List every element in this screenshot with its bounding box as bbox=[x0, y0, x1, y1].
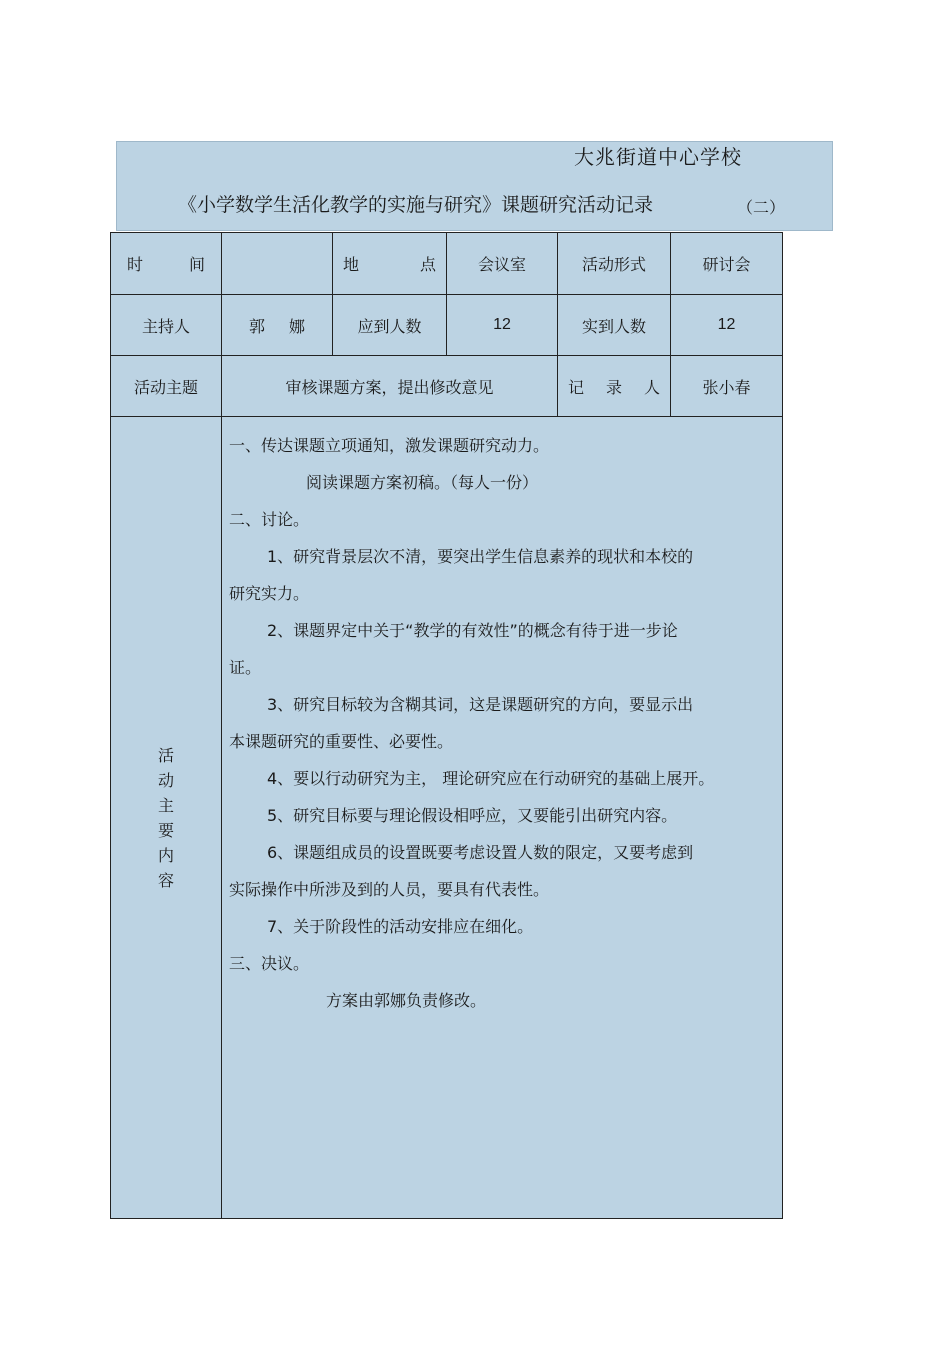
host-value-char: 娜 bbox=[288, 316, 305, 336]
place-label-char: 点 bbox=[419, 255, 436, 274]
record-number: （二） bbox=[737, 198, 786, 217]
content-label-char: 动 bbox=[157, 770, 174, 790]
row-theme bbox=[111, 356, 783, 417]
place-label-cell bbox=[333, 233, 447, 295]
discussion-item-7: 7、关于阶段性的活动安排应在细化。 bbox=[267, 917, 534, 936]
time-label-char: 间 bbox=[188, 255, 205, 274]
recorder-value: 张小春 bbox=[671, 356, 783, 417]
section-1-sub: 阅读课题方案初稿。（每人一份） bbox=[306, 473, 539, 492]
row-content bbox=[111, 417, 783, 1219]
time-value bbox=[222, 233, 333, 295]
time-label-char: 时 bbox=[127, 255, 144, 274]
row-time-place bbox=[111, 233, 783, 295]
host-value-char: 郭 bbox=[249, 316, 266, 336]
content-label-char: 容 bbox=[157, 870, 174, 890]
discussion-item-1-cont: 研究实力。 bbox=[229, 584, 310, 603]
actual-label: 实到人数 bbox=[558, 295, 671, 356]
host-value-cell bbox=[222, 295, 333, 356]
discussion-item-1: 1、研究背景层次不清，要突出学生信息素养的现状和本校的 bbox=[267, 547, 694, 566]
time-label-cell bbox=[111, 233, 222, 295]
place-value: 会议室 bbox=[447, 233, 558, 295]
discussion-item-4: 4、要以行动研究为主， 理论研究应在行动研究的基础上展开。 bbox=[267, 769, 715, 788]
discussion-item-5: 5、研究目标要与理论假设相呼应，又要能引出研究内容。 bbox=[267, 806, 678, 825]
actual-value: 12 bbox=[671, 295, 783, 356]
theme-value: 审核课题方案，提出修改意见 bbox=[222, 356, 558, 417]
record-title: 《小学数学生活化教学的实施与研究》课题研究活动记录 bbox=[178, 194, 654, 216]
discussion-item-2-cont: 证。 bbox=[229, 658, 262, 677]
discussion-item-2: 2、课题界定中关于“教学的有效性”的概念有待于进一步论 bbox=[267, 621, 678, 640]
expected-value: 12 bbox=[447, 295, 558, 356]
recorder-label-char: 记 bbox=[568, 377, 585, 397]
host-label: 主持人 bbox=[111, 295, 222, 356]
recorder-label-char: 录 bbox=[605, 377, 622, 397]
content-label-char: 要 bbox=[157, 820, 174, 840]
place-label-char: 地 bbox=[343, 255, 360, 274]
content-label-char: 主 bbox=[157, 795, 174, 815]
activity-record-table bbox=[110, 232, 783, 1219]
recorder-label-char: 人 bbox=[643, 377, 660, 397]
discussion-item-3: 3、研究目标较为含糊其词，这是课题研究的方向，要显示出 bbox=[267, 695, 694, 714]
discussion-item-6: 6、课题组成员的设置既要考虑设置人数的限定，又要考虑到 bbox=[267, 843, 694, 862]
form-value: 研讨会 bbox=[671, 233, 783, 295]
discussion-item-6-cont: 实际操作中所涉及到的人员，要具有代表性。 bbox=[229, 880, 550, 899]
school-name: 大兆街道中心学校 bbox=[574, 145, 742, 169]
expected-label: 应到人数 bbox=[333, 295, 447, 356]
content-label-char: 内 bbox=[157, 845, 174, 865]
content-body bbox=[222, 417, 783, 1219]
row-host-attendance bbox=[111, 295, 783, 356]
section-2-heading: 二、讨论。 bbox=[229, 510, 310, 529]
content-label-cell bbox=[111, 417, 222, 1219]
section-3-heading: 三、决议。 bbox=[229, 954, 310, 973]
content-label-char: 活 bbox=[157, 745, 174, 765]
theme-label: 活动主题 bbox=[111, 356, 222, 417]
section-1-heading: 一、传达课题立项通知，激发课题研究动力。 bbox=[229, 436, 550, 455]
form-label: 活动形式 bbox=[558, 233, 671, 295]
decision-text: 方案由郭娜负责修改。 bbox=[326, 991, 487, 1010]
recorder-label-cell bbox=[558, 356, 671, 417]
discussion-item-3-cont: 本课题研究的重要性、必要性。 bbox=[229, 732, 454, 751]
